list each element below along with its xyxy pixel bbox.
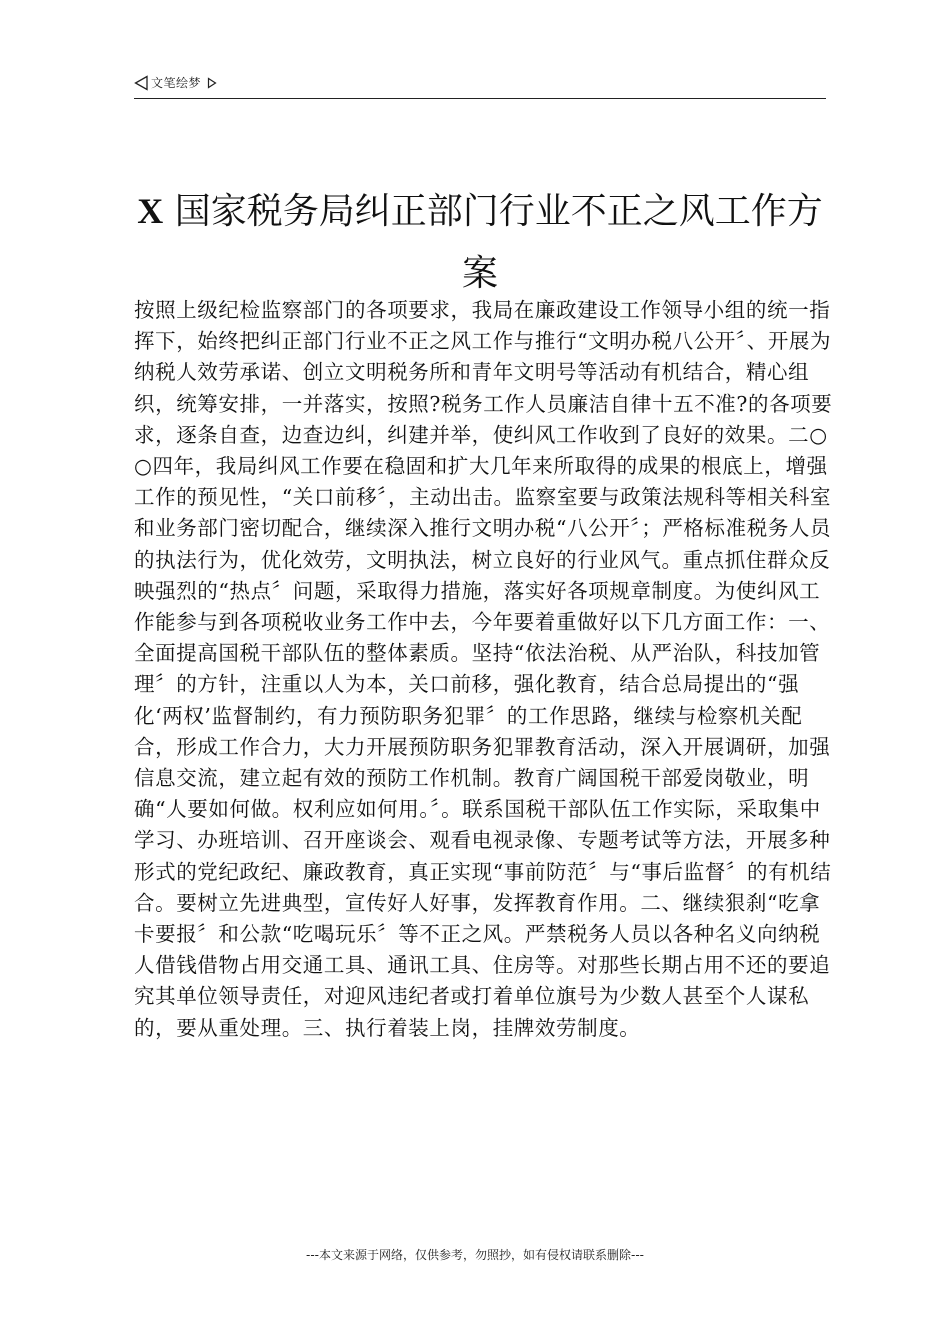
document-body: 按照上级纪检监察部门的各项要求，我局在廉政建设工作领导小组的统一指挥下，始终把纠正部门行业不正之风工作与推行“文明办税八公开〞、开展为纳税人效劳承诺、创立文明税务所和青年文明号等活动有机结合，精心组织，统筹安排，一并落实，按照?税务工作人员廉洁自律十五不准?的各项要求，逐条自查，边查边纠，纠建并举，使纠风工作收到了良好的效果。二○○四年，我局纠风工作要在稳固和扩大几年来所取得的成果的根底上，增强工作的预见性，“关口前移〞，主动出击。监察室要与政策法规科等相关科室和业务部门密切配合，继续深入推行文明办税“八公开〞；严格标准税务人员的执法行为，优化效劳，文明执法，树立良好的行业风气。重点抓住群众反映强烈的“热点〞问题，采取得力措施，落实好各项规章制度。为使纠风工作能参与到各项税收业务工作中去，今年要着重做好以下几方面工作：一、全面提高国税干部队伍的整体素质。坚持“依法治税、从严治队，科技加管理〞的方针，注重以人为本，关口前移，强化教育，结合总局提出的“强化‘两权’监督制约，有力预防职务犯罪〞的工作思路，继续与检察机关配合，形成工作合力，大力开展预防职务犯罪教育活动，深入开展调研，加强信息交流，建立起有效的预防工作机制。教育广阔国税干部爱岗敬业，明确“人要如何做。权利应如何用。〞。联系国税干部队伍工作实际，采取集中学习、办班培训、召开座谈会、观看电视录像、专题考试等方法，开展多种形式的党纪政纪、廉政教育，真正实现“事前防范〞与“事后监督〞的有机结合。要树立先进典型，宣传好人好事，发挥教育作用。二、继续狠刹“吃拿卡要报〞和公款“吃喝玩乐〞等不正之风。严禁税务人员以各种名义向纳税人借钱借物占用交通工具、通讯工具、住房等。对那些长期占用不还的要追究其单位领导责任，对迎风违纪者或打着单位旗号为少数人甚至个人谋私的，要从重处理。三、执行着装上岗，挂牌效劳制度。 [134, 298, 833, 1040]
page-header [134, 74, 826, 99]
footer-disclaimer: ---本文来源于网络，仅供参考，勿照抄，如有侵权请联系删除--- [306, 1248, 644, 1262]
brand-name: 文笔绘梦 [151, 76, 202, 90]
title-prefix: X [137, 191, 164, 231]
left-triangle-icon [134, 75, 148, 91]
document-title [134, 180, 826, 305]
title-text: 国家税务局纠正部门行业不正之风工作方案 [174, 191, 823, 294]
brand-logo [134, 74, 217, 91]
right-triangle-icon [207, 77, 217, 89]
